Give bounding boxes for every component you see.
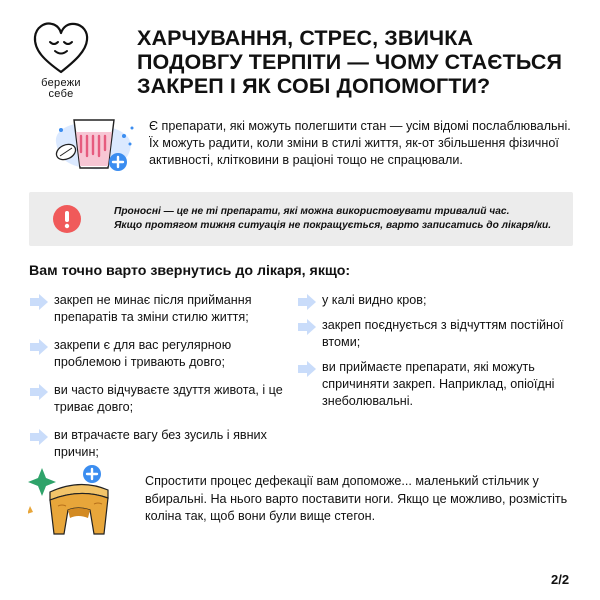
list-item	[30, 427, 300, 461]
stool-icon	[28, 462, 118, 538]
arrow-right-icon	[30, 429, 48, 445]
list-item-text: у калі видно кров;	[322, 293, 427, 307]
list-item-text: закреп не минає після приймання препаратів та зміни стилю життя;	[54, 293, 252, 324]
list-item-text: ви втрачаєте вагу без зусиль і явних причин;	[54, 428, 267, 459]
list-item	[298, 292, 588, 309]
warning-box	[29, 192, 573, 246]
doctor-list-left	[30, 292, 300, 472]
list-item	[30, 337, 300, 371]
exclamation-icon	[52, 204, 82, 234]
brand-logo	[22, 20, 100, 100]
list-item-text: ви приймаєте препарати, які можуть спричиняти закреп. Наприклад, опіоїдні знеболювальні.	[322, 360, 555, 408]
logo-text-line1: бережи	[41, 77, 81, 89]
stool-tip-paragraph: Спростити процес дефекації вам допоможе... маленький стільчик у вбиральні. На нього варто поставити ноги. Якщо це можливо, розмістіть коліна так, щоб вони були вище стегон.	[145, 474, 568, 524]
page-title: ХАРЧУВАННЯ, СТРЕС, ЗВИЧКА ПОДОВГУ ТЕРПІТИ — ЧОМУ СТАЄТЬСЯ ЗАКРЕП І ЯК СОБІ ДОПОМОГТИ?	[137, 26, 563, 98]
list-item-text: закрепи є для вас регулярною проблемою і тривають довго;	[54, 338, 232, 369]
heart-face-icon	[30, 20, 92, 76]
list-item-text: ви часто відчуваєте здуття живота, і це триває довго;	[54, 383, 283, 414]
list-item	[30, 292, 300, 326]
list-item-text: закреп поєднується з відчуттям постійної втоми;	[322, 318, 564, 349]
warning-line-1: Проносні — це не ті препарати, які можна використовувати тривалий час.	[114, 206, 510, 217]
arrow-right-icon	[30, 339, 48, 355]
list-item	[30, 382, 300, 416]
arrow-right-icon	[298, 319, 316, 335]
arrow-right-icon	[298, 294, 316, 310]
doctor-section-heading: Вам точно варто звернутись до лікаря, якщо:	[29, 263, 351, 279]
list-item	[298, 359, 588, 410]
list-item	[298, 317, 588, 351]
arrow-right-icon	[298, 361, 316, 377]
arrow-right-icon	[30, 384, 48, 400]
arrow-right-icon	[30, 294, 48, 310]
doctor-list-right	[298, 292, 588, 418]
warning-line-2: Якщо протягом тижня ситуація не покращується, варто записатись до лікаря/ки.	[114, 220, 552, 231]
logo-text-line2: себе	[48, 88, 74, 100]
glass-and-pill-icon	[48, 116, 138, 178]
intro-paragraph: Є препарати, які можуть полегшити стан — усім відомі послаблювальні. Їх можуть радити, коли зміни в стилі життя, як-от збільшення фізичної активності, клітковини в раціоні тощо не спрацювали.	[149, 119, 571, 168]
page-number: 2/2	[551, 572, 570, 587]
